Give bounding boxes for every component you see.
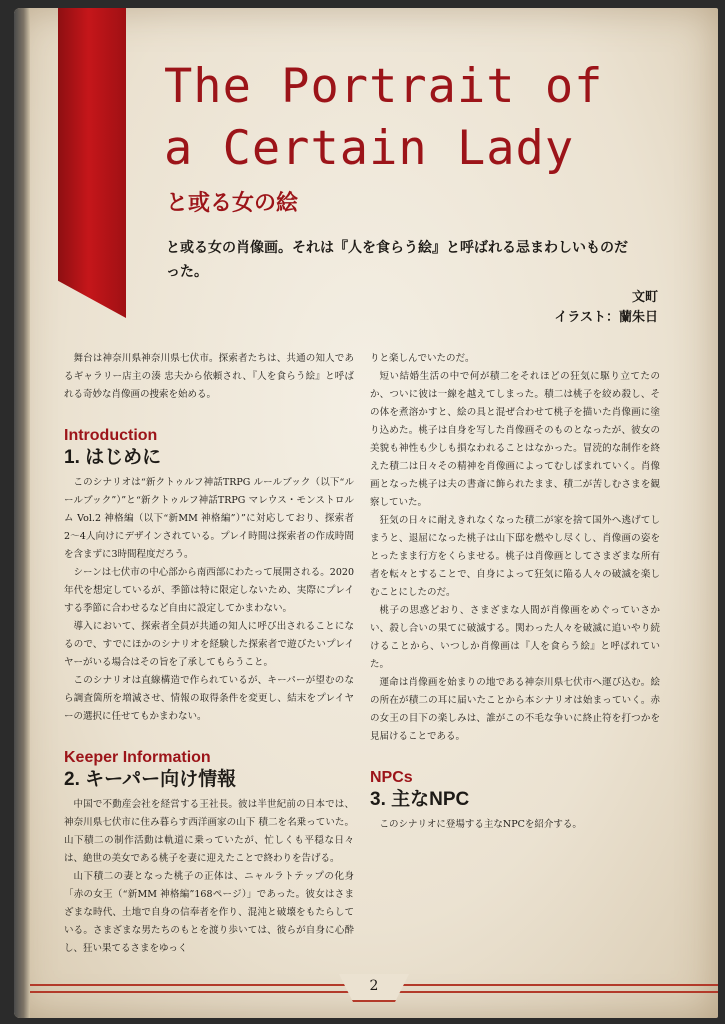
illustrator-credit: イラスト：蘭朱日 [554, 310, 658, 325]
section-1-heading-jp: 1. はじめに [64, 447, 162, 468]
red-ribbon-bookmark [58, 8, 126, 318]
section-2-heading-jp: 2. キーパー向け情報 [64, 769, 237, 790]
paragraph: りと楽しんでいたのだ。 [370, 353, 475, 364]
paragraph: 山下積二の妻となった桃子の正体は、ニャルラトテップの化身「赤の女王（“新MM 神格編”168ページ）」であった。彼女はさまざまな時代、土地で自身の信奉者を作り、混沌と破壊をもたらしている。さまざまな男たちのもとを渡り歩いては、彼らが自身に心酔し、狂い果てるさまをゆっく [64, 871, 354, 954]
paragraph: 短い結婚生活の中で何が積二をそれほどの狂気に駆り立てたのか、ついに彼は一線を越えてしまった。積二は桃子を絞め殺し、その体を煮溶かすと、絵の具と混ぜ合わせて桃子を描いた肖像画に塗り込めた。桃子は自身を写した肖像画そのものとなったが、彼女の美貌も神性も少しも損なわれることはなかった。冒涜的な制作を終えた積二は日々その精神を肖像画によってむしばまれていく。肖像画となった桃子は夫の書斎に飾られたまま、積二が苦しむさまを観察していた。 [370, 371, 660, 508]
paragraph: 導入において、探索者全員が共通の知人に呼び出されることになるので、すでにほかのシナリオを経験した探索者で遊びたいプレイヤーがいる場合はその旨を了承してもらうこと。 [64, 621, 354, 668]
paragraph: このシナリオは直線構造で作られているが、キーパーが望むのなら調査箇所を増減させ、情報の取得条件を変更し、結末をプレイヤーの選択に任せてもかまわない。 [64, 675, 354, 722]
title-line-2: a Certain Lady [164, 121, 575, 176]
document-page [14, 8, 718, 1018]
page-subtitle: と或る女の絵 [166, 190, 299, 216]
paragraph: このシナリオは“新クトゥルフ神話TRPG ルールブック（以下“ルールブック”）”と“新クトゥルフ神話TRPG マレウス・モンストロルム Vol.2 神格編（以下“新MM 神格編”）”に対応しており、探索者2〜4人向けにデザインされている。プレイ時間は探索者の作成時間を含まずに3時間程度だろう。 [64, 477, 354, 560]
page-footer [30, 972, 718, 1002]
right-column [370, 350, 660, 834]
section-2-heading-en: Keeper Information [64, 749, 211, 766]
section-3-heading-en: NPCs [370, 769, 413, 786]
section-1-heading-en: Introduction [64, 427, 158, 444]
paragraph: 狂気の日々に耐えきれなくなった積二が家を捨て国外へ逃げてしまうと、退屈になった桃子は山下邸を燃やし尽くし、肖像画の姿をとったまま行方をくらませる。桃子は肖像画としてさまざまな所有者を転々とすることで、自身によって狂気に陥る人々の破滅を楽しむことにしたのだ。 [370, 515, 660, 598]
author-credit: 文町 [631, 290, 658, 305]
paragraph: 運命は肖像画を始まりの地である神奈川県七伏市へ運び込む。絵の所在が積二の耳に届いたことから本シナリオは始まっていく。赤の女王の目下の楽しみは、誰がこの不毛な争いに終止符を打つかを見届けることである。 [370, 677, 660, 742]
paragraph: このシナリオに登場する主なNPCを紹介する。 [379, 819, 582, 830]
lead-text: と或る女の肖像画。それは『人を食らう絵』と呼ばれる忌まわしいものだった。 [166, 240, 628, 280]
paragraph: 桃子の思惑どおり、さまざまな人間が肖像画をめぐっていさかい、殺し合いの果てに破滅する。関わった人々を破滅に追いやり続けることから、いつしか肖像画は『人を食らう絵』と呼ばれていた。 [370, 605, 660, 670]
section-3-heading-jp: 3. 主なNPC [370, 789, 470, 810]
page-number: 2 [369, 978, 379, 994]
paragraph: 中国で不動産会社を経営する王社長。彼は半世紀前の日本では、神奈川県七伏市に住み暮らす西洋画家の山下 積二を名乗っていた。山下積二の制作活動は軌道に乗っていたが、忙しくも平穏な日々は、絶世の美女である桃子を妻に迎えたことで終わりを告げる。 [64, 799, 354, 864]
title-line-1: The Portrait of [164, 59, 604, 114]
credits [554, 288, 658, 328]
paragraph: シーンは七伏市の中心部から南西部にわたって展開される。2020年代を想定しているが、季節は特に限定しないため、実際にプレイする季節に合わせるなど自由に設定してかまわない。 [64, 567, 354, 614]
page-title [164, 56, 704, 180]
book-spine [14, 8, 30, 1018]
left-column [64, 350, 354, 958]
intro-paragraph: 舞台は神奈川県神奈川県七伏市。探索者たちは、共通の知人であるギャラリー店主の湊 忠夫から依頼され、『人を食らう絵』と呼ばれる奇妙な肖像画の捜索を始める。 [64, 353, 354, 400]
